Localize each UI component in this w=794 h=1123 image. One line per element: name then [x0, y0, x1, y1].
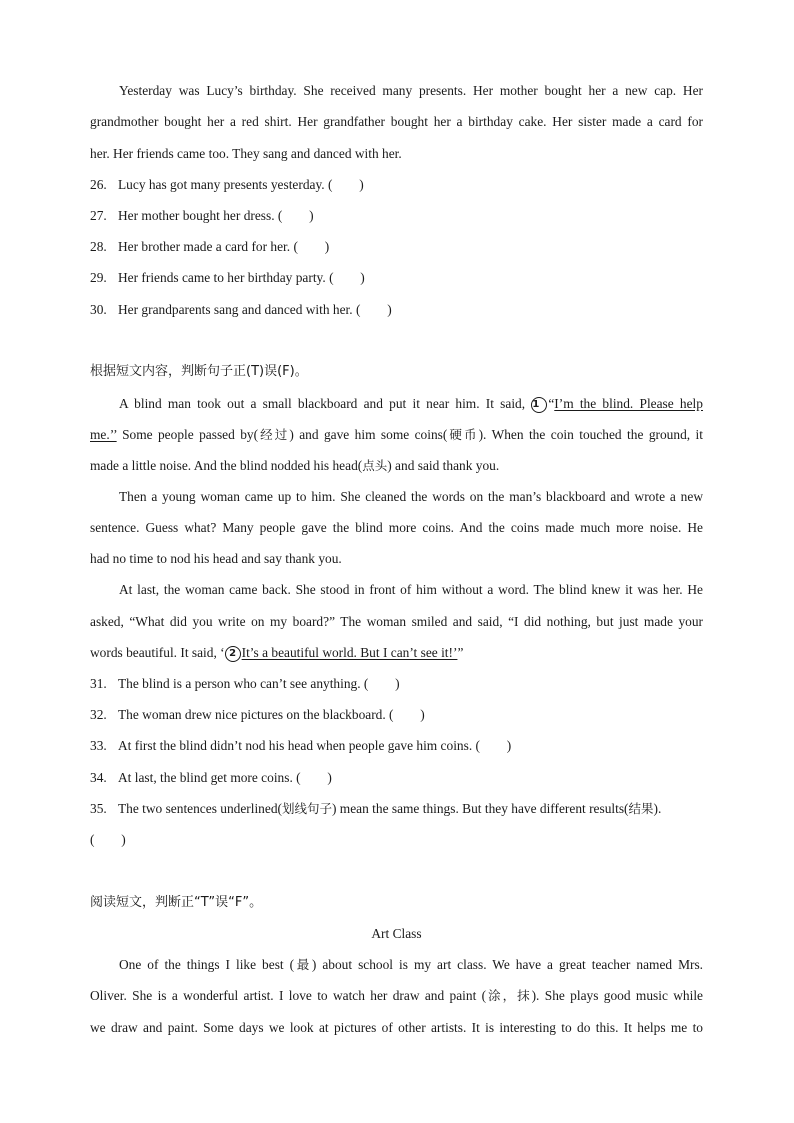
section-heading-2: 根据短文内容，判断句子正(T)误(F)。 [90, 364, 308, 379]
underlined-sentence-2: It’s a beautiful world. But I can’t see it!’ [241, 645, 458, 660]
question-33 [90, 736, 703, 756]
chinese-gloss: 划线句子 [281, 801, 332, 816]
passage2-line-4: Then a young woman came up to him. She cleaned the words on the man’s blackboard and wrote a new [119, 489, 703, 504]
passage-text: One of the things I like best ( [119, 957, 295, 972]
passage2-line-1 [90, 394, 703, 414]
question-number: 31. [90, 676, 107, 691]
chinese-gloss: 点头 [362, 458, 388, 473]
question-number: 32. [90, 707, 107, 722]
passage-text: ) and said thank you. [387, 458, 500, 473]
passage1-line-3: her. Her friends came too. They sang and danced with her. [90, 146, 402, 161]
question-text: Her friends came to her birthday party. ( ) [118, 270, 365, 285]
passage-text: ). She plays good music while [531, 988, 703, 1003]
question-28 [90, 237, 703, 257]
question-text: Her mother bought her dress. ( ) [118, 208, 314, 223]
question-26 [90, 175, 703, 195]
passage2-line-6: had no time to nod his head and say thank you. [90, 551, 342, 566]
passage-text: words beautiful. It said, ‘ [90, 645, 225, 660]
question-number: 28. [90, 239, 107, 254]
passage2-line-2 [90, 425, 703, 445]
chinese-gloss: 经过 [258, 427, 290, 442]
question-number: 26. [90, 177, 107, 192]
passage-text: A blind man took out a small blackboard and put it near him. It said, [119, 396, 526, 411]
passage3-line-1 [90, 955, 703, 975]
passage-text: Oliver. She is a wonderful artist. I love to watch her draw and paint ( [90, 988, 487, 1003]
circled-number-2: 2 [225, 646, 241, 662]
question-31 [90, 674, 703, 694]
question-text: ) mean the same things. But they have different results( [332, 801, 629, 816]
passage-text: ). When the coin touched the ground, it [478, 427, 703, 442]
passage2-line-8: asked, “What did you write on my board?” The woman smiled and said, “I did nothing, but just made your [90, 614, 703, 629]
section-heading-3: 阅读短文，判断正“T”误“F”。 [90, 895, 263, 910]
question-29 [90, 268, 703, 288]
passage-text: made a little noise. And the blind nodded his head( [90, 458, 363, 473]
passage2-line-7: At last, the woman came back. She stood in front of him without a word. The blind knew it was her. He [119, 582, 703, 597]
question-number: 27. [90, 208, 107, 223]
question-32 [90, 705, 703, 725]
question-35-answer-blank: ( ) [90, 832, 126, 847]
question-text: The two sentences underlined( [118, 801, 282, 816]
chinese-gloss: 最 [294, 957, 312, 972]
question-text: The blind is a person who can’t see anything. ( ) [118, 676, 400, 691]
passage1-line-2: grandmother bought her a red shirt. Her grandfather bought her a birthday cake. Her sister made a card for [90, 114, 703, 129]
passage-text: ) and gave him some coins( [289, 427, 448, 442]
question-text: At first the blind didn’t nod his head when people gave him coins. ( ) [118, 738, 512, 753]
chinese-gloss: 涂，抹 [486, 988, 532, 1003]
question-34 [90, 768, 703, 788]
quote-mark: “ [548, 396, 555, 411]
question-text: ). [653, 801, 662, 816]
passage2-line-9 [90, 643, 703, 663]
question-text: Her grandparents sang and danced with her. ( ) [118, 302, 392, 317]
passage3-line-3: we draw and paint. Some days we look at pictures of other artists. It is interesting to do this. It helps me to [90, 1020, 703, 1035]
passage3-line-2 [90, 986, 703, 1006]
question-number: 34. [90, 770, 107, 785]
underlined-sentence-1-end: me.’’ [90, 427, 117, 442]
passage2-line-3 [90, 456, 703, 476]
circled-number-1: 1 [531, 397, 547, 413]
quote-mark: ” [457, 645, 464, 660]
question-number: 29. [90, 270, 107, 285]
question-number: 30. [90, 302, 107, 317]
question-number: 33. [90, 738, 107, 753]
passage-text: ) about school is my art class. We have a great teacher named Mrs. [311, 957, 703, 972]
passage2-line-5: sentence. Guess what? Many people gave the blind more coins. And the coins made much more noise. He [90, 520, 703, 535]
chinese-gloss: 结果 [628, 801, 654, 816]
passage-title: Art Class [371, 926, 422, 941]
question-30 [90, 300, 703, 320]
question-text: Lucy has got many presents yesterday. ( ) [118, 177, 364, 192]
underlined-sentence-1: I’m the blind. Please help [554, 396, 703, 411]
question-number: 35. [90, 801, 107, 816]
question-27 [90, 206, 703, 226]
passage1-line-1: Yesterday was Lucy’s birthday. She received many presents. Her mother bought her a new cap. Her [119, 83, 703, 98]
question-35 [90, 799, 703, 819]
question-text: Her brother made a card for her. ( ) [118, 239, 330, 254]
question-text: At last, the blind get more coins. ( ) [118, 770, 332, 785]
passage-text: Some people passed by( [116, 427, 259, 442]
question-text: The woman drew nice pictures on the blackboard. ( ) [118, 707, 425, 722]
chinese-gloss: 硬币 [447, 427, 479, 442]
